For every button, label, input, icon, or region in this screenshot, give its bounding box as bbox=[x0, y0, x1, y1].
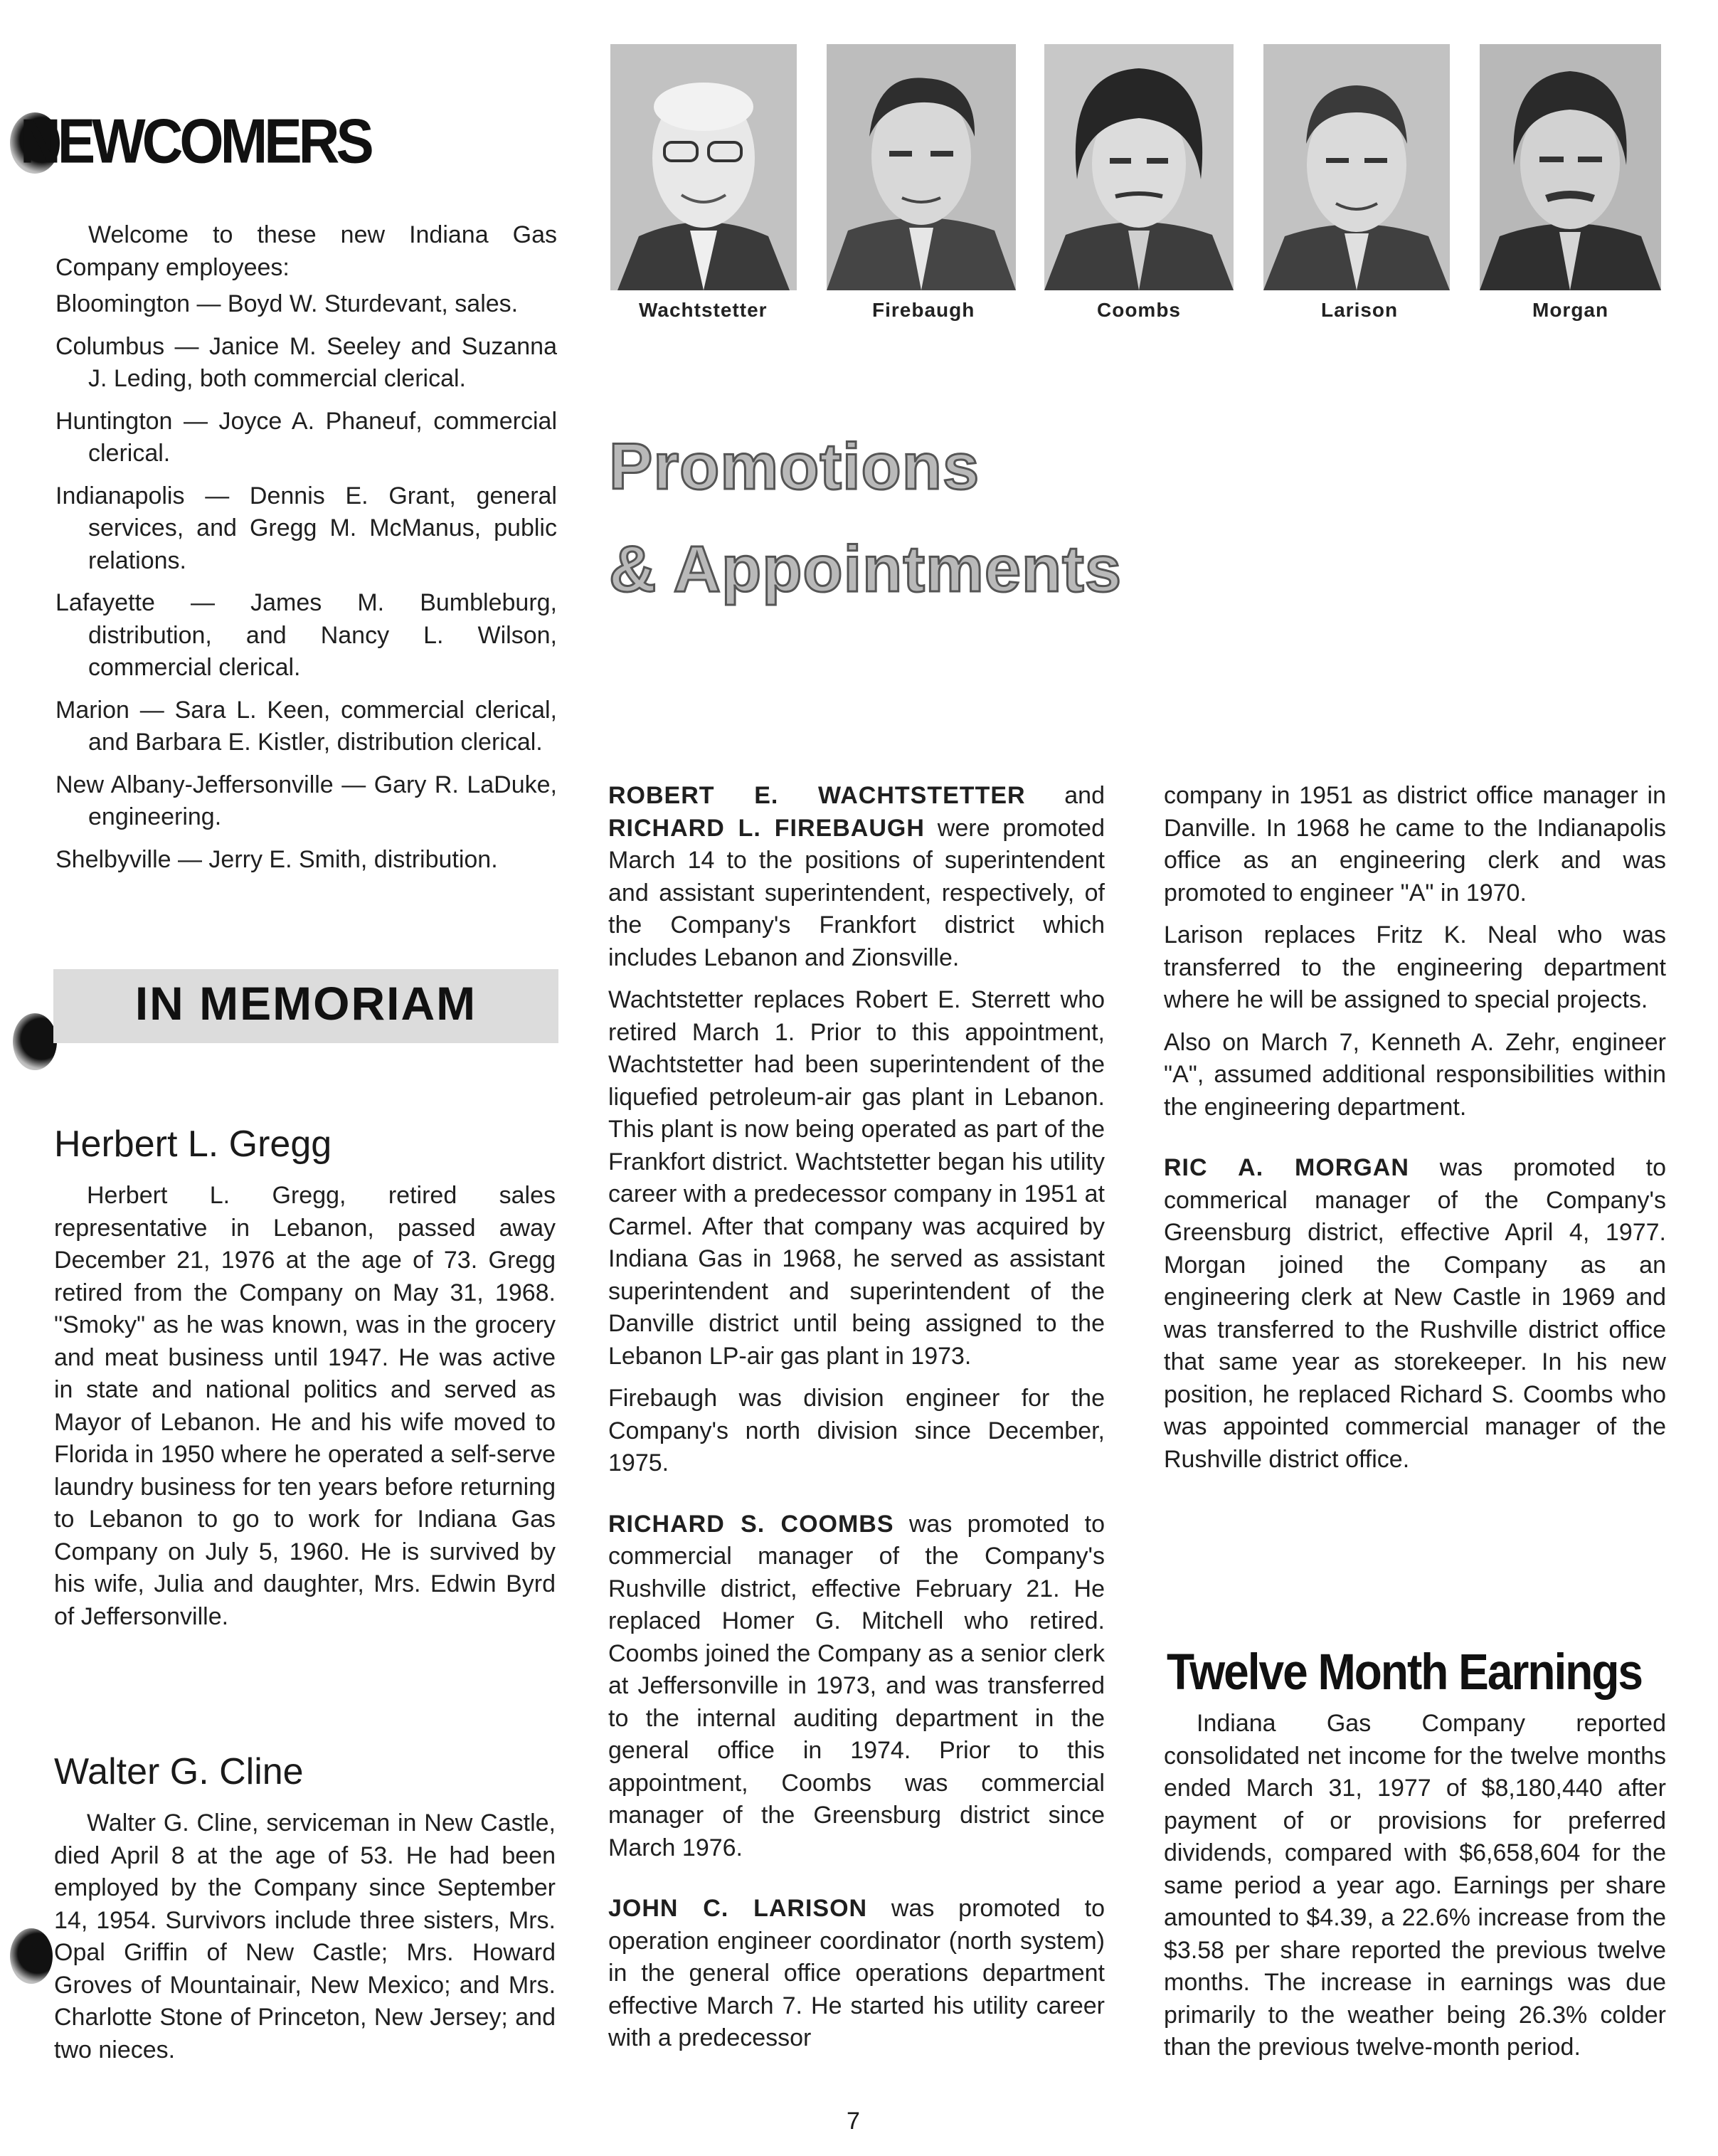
paragraph: Firebaugh was division engineer for the Company's north division since December, 1975. bbox=[608, 1385, 1105, 1476]
person-name: RICHARD L. FIREBAUGH bbox=[608, 814, 925, 842]
earnings-heading: Twelve Month Earnings bbox=[1167, 1643, 1642, 1701]
photo-caption: Wachtstetter bbox=[639, 299, 768, 321]
promotions-column-right bbox=[1164, 780, 1666, 1486]
decorative-bullet-icon bbox=[13, 1013, 57, 1070]
newcomers-intro: Welcome to these new Indiana Gas Company employees: bbox=[55, 221, 557, 281]
photo-caption: Morgan bbox=[1532, 299, 1609, 321]
list-item: New Albany-Jeffersonville — Gary R. LaDuke, engineering. bbox=[55, 771, 557, 830]
portrait-photo-coombs bbox=[1044, 44, 1234, 290]
list-item: Shelbyville — Jerry E. Smith, distribution. bbox=[55, 845, 498, 873]
list-item: Columbus — Janice M. Seeley and Suzanna J. Leding, both commercial clerical. bbox=[55, 332, 557, 392]
obituary-text: Herbert L. Gregg, retired sales representative in Lebanon, passed away December 21, 1976 at the age of 73. Gregg retired from the Company on May 31, 1968. "Smoky" as he was known, was in the grocery and meat business until 1947. He was active in state and national politics and served as Mayor of Lebanon. He and his wife moved to Florida in 1950 where he operated a self-serve laundry business for ten years before returning to Lebanon to go to work for Indiana Gas Company on July 5, 1960. He is survived by his wife, Julia and daughter, Mrs. Edwin Byrd of Jeffersonville. bbox=[54, 1182, 556, 1630]
portrait-photo-larison bbox=[1263, 44, 1450, 290]
portrait-photo-wachtstetter bbox=[610, 44, 797, 290]
larison-paragraph: JOHN C. LARISON was promoted to operation engineer coordinator (north system) in the general office operations department effective March 7. He started his utility career with a predecessor bbox=[608, 1895, 1105, 2051]
obituary-name: Herbert L. Gregg bbox=[54, 1124, 332, 1165]
list-item: Indianapolis — Dennis E. Grant, general services, and Gregg M. McManus, public relations. bbox=[55, 482, 557, 574]
list-item: Huntington — Joyce A. Phaneuf, commercial clerical. bbox=[55, 407, 557, 467]
portrait-photo-morgan bbox=[1480, 44, 1661, 290]
photo-caption: Larison bbox=[1321, 299, 1399, 321]
earnings-text: Indiana Gas Company reported consolidated net income for the twelve months ended March 31, 1977 of $8,180,440 after payment of or provisions for preferred dividends, compared with $6,658,604 for the same period a year ago. Earnings per share amounted to $4.39, a 22.6% increase from the $3.58 per share reported the previous twelve months. The increase in earnings was due primarily to the weather being 26.3% colder than the previous twelve-month period. bbox=[1164, 1710, 1666, 2061]
paragraph: Wachtstetter replaces Robert E. Sterrett who retired March 1. Prior to this appointment, Wachtstetter had been superintendent of the liquefied petroleum-air gas plant in Lebanon. This plant is now being operated as part of the Frankfort district. Wachtstetter began his utility career with a predecessor company in 1951 at Carmel. After that company was acquired by Indiana Gas in 1968, he served as assistant superintendent and superintendent of the Danville district until being assigned to the Lebanon LP-air gas plant in 1973. bbox=[608, 986, 1105, 1370]
photo-caption: Firebaugh bbox=[872, 299, 975, 321]
memoriam-heading: IN MEMORIAM bbox=[134, 977, 477, 1030]
promotions-heading-line1: Promotions bbox=[609, 430, 980, 503]
person-name: RIC A. MORGAN bbox=[1164, 1154, 1409, 1181]
coombs-paragraph: RICHARD S. COOMBS was promoted to commercial manager of the Company's Rushville district, effective February 21. He replaced Homer G. Mitchell who retired. Coombs joined the Company as a senior clerk at Jeffersonville in 1973, and was transferred to the internal auditing department in the general office in 1974. Prior to this appointment, Coombs was commercial manager of the Greensburg district since March 1976. bbox=[608, 1510, 1105, 1861]
paragraph: Larison replaces Fritz K. Neal who was transferred to the engineering department where he will be assigned to special projects. bbox=[1164, 921, 1666, 1013]
obituary-text: Walter G. Cline, serviceman in New Castle, died April 8 at the age of 53. He had been employed by the Company since September 14, 1954. Survivors include three sisters, Mrs. Opal Griffin of New Castle; Mrs. Howard Groves of Mountainair, New Mexico; and Mrs. Charlotte Stone of Princeton, New Jersey; and two nieces. bbox=[54, 1809, 556, 2063]
list-item: Lafayette — James M. Bumbleburg, distribution, and Nancy L. Wilson, commercial clerical. bbox=[55, 589, 557, 681]
list-item: Bloomington — Boyd W. Sturdevant, sales. bbox=[55, 290, 519, 317]
page-number: 7 bbox=[847, 2108, 860, 2135]
person-name: JOHN C. LARISON bbox=[608, 1895, 868, 1922]
newcomers-heading: NEWCOMERS bbox=[20, 106, 371, 176]
paragraph: Also on March 7, Kenneth A. Zehr, engineer "A", assumed additional responsibilities within the engineering department. bbox=[1164, 1028, 1666, 1121]
decorative-bullet-icon bbox=[10, 1928, 53, 1984]
person-name: RICHARD S. COOMBS bbox=[608, 1510, 894, 1538]
person-name: ROBERT E. WACHTSTETTER bbox=[608, 782, 1026, 809]
promotions-column-middle bbox=[608, 780, 1105, 2065]
morgan-paragraph: RIC A. MORGAN was promoted to commerical manager of the Company's Greensburg district, effective April 4, 1977. Morgan joined the Company as an engineering clerk at New Castle in 1969 and was transferred to the Rushville district office that same year as storekeeper. In his new position, he replaced Richard S. Coombs who was appointed commercial manager of the Rushville district office. bbox=[1164, 1154, 1666, 1473]
obituary-name: Walter G. Cline bbox=[54, 1751, 304, 1792]
photo-caption: Coombs bbox=[1097, 299, 1181, 321]
list-item: Marion — Sara L. Keen, commercial clerical, and Barbara E. Kistler, distribution clerical. bbox=[55, 696, 557, 756]
larison-continued: company in 1951 as district office manager in Danville. In 1968 he came to the Indianapolis office as an engineering clerk and was promoted to engineer "A" in 1970. bbox=[1164, 782, 1666, 907]
portrait-photo-firebaugh bbox=[827, 44, 1016, 290]
promotions-heading-line2: & Appointments bbox=[609, 533, 1122, 606]
wachtstetter-firebaugh-paragraph: ROBERT E. WACHTSTETTER and RICHARD L. FIREBAUGH were promoted March 14 to the positions of superintendent and assistant superintendent, respectively, of the Company's Frankfort district which includes Lebanon and Zionsville. bbox=[608, 782, 1105, 971]
newcomers-list bbox=[55, 219, 557, 886]
